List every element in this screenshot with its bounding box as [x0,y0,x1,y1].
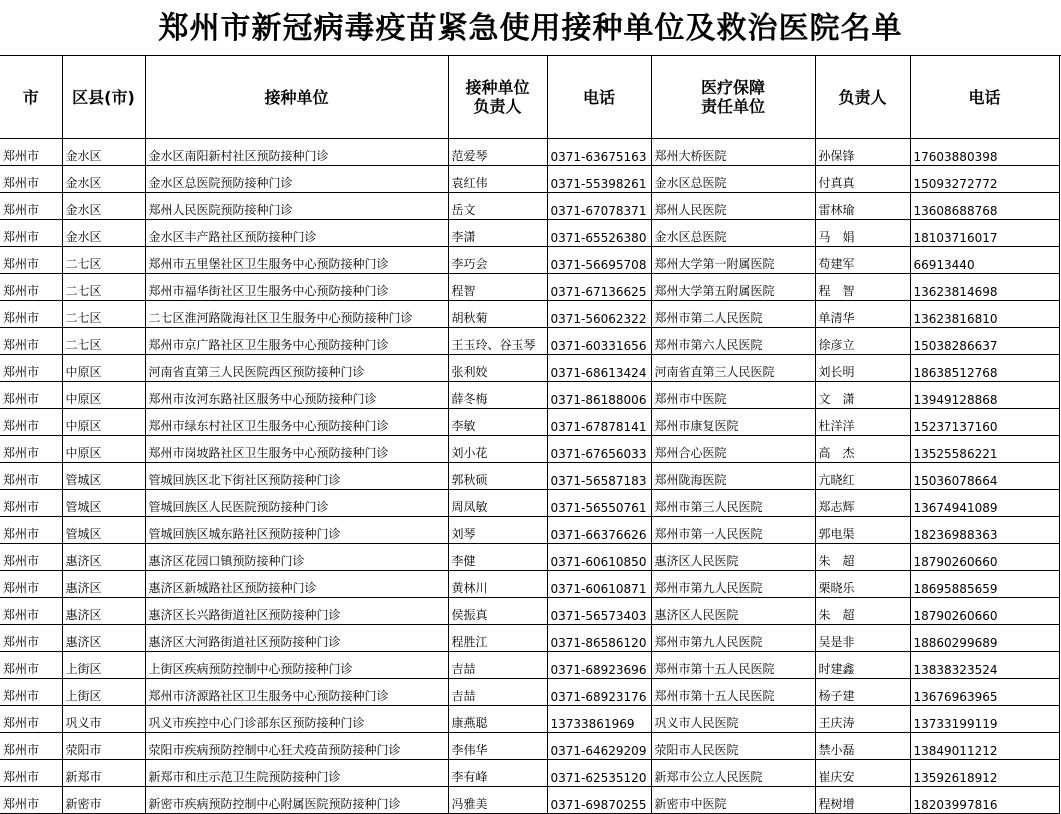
table-cell: 郑州市第九人民医院 [651,571,815,598]
table-cell: 中原区 [62,409,145,436]
table-cell: 袁红伟 [448,166,547,193]
table-cell: 0371-68923176 [547,679,651,706]
table-cell: 0371-64629209 [547,733,651,760]
table-cell: 李潇 [448,220,547,247]
table-cell: 18236988363 [910,517,1059,544]
table-row [0,544,1059,571]
table-cell: 新密市疾病预防控制中心附属医院预防接种门诊 [145,787,448,814]
table-row [0,301,1059,328]
table-cell: 吉喆 [448,679,547,706]
table-cell: 郑州大桥医院 [651,139,815,166]
table-cell: 上街区 [62,679,145,706]
table-cell: 15237137160 [910,409,1059,436]
table-cell: 中原区 [62,436,145,463]
table-cell: 二七区 [62,328,145,355]
table-cell: 金水区总医院 [651,166,815,193]
table-cell: 郑州市 [0,220,62,247]
table-header-row [0,56,1059,139]
table-cell: 二七区淮河路陇海社区卫生服务中心预防接种门诊 [145,301,448,328]
table-cell: 0371-67078371 [547,193,651,220]
table-cell: 0371-67878141 [547,409,651,436]
table-cell: 13608688768 [910,193,1059,220]
table-cell: 管城区 [62,463,145,490]
table-cell: 郑州市第十五人民医院 [651,652,815,679]
table-cell: 二七区 [62,247,145,274]
table-cell: 0371-69870255 [547,787,651,814]
column-header [815,56,910,139]
table-cell: 13674941089 [910,490,1059,517]
table-cell: 河南省直第三人民医院西区预防接种门诊 [145,355,448,382]
table-cell: 0371-56573403 [547,598,651,625]
table-cell: 郑州大学第五附属医院 [651,274,815,301]
table-cell: 郑州市 [0,625,62,652]
table-row [0,436,1059,463]
page-title: 郑州市新冠病毒疫苗紧急使用接种单位及救治医院名单 [0,0,1061,56]
table-cell: 18790260660 [910,598,1059,625]
table-cell: 徐彦立 [815,328,910,355]
table-cell: 吉喆 [448,652,547,679]
table-cell: 金水区 [62,139,145,166]
table-cell: 郑州市 [0,787,62,814]
table-row [0,193,1059,220]
table-cell: 李敏 [448,409,547,436]
table-cell: 李有峰 [448,760,547,787]
table-cell: 金水区丰产路社区预防接种门诊 [145,220,448,247]
table-cell: 管城回族区北下街社区预防接种门诊 [145,463,448,490]
table-cell: 0371-56587183 [547,463,651,490]
table-cell: 0371-60610871 [547,571,651,598]
table-cell: 18638512768 [910,355,1059,382]
table-cell: 0371-86188006 [547,382,651,409]
table-cell: 郑州合心医院 [651,436,815,463]
table-cell: 郑州市第六人民医院 [651,328,815,355]
table-cell: 0371-65526380 [547,220,651,247]
table-cell: 0371-67656033 [547,436,651,463]
table-cell: 0371-62535120 [547,760,651,787]
table-row [0,625,1059,652]
table-cell: 郑州市 [0,544,62,571]
table-cell: 禁小磊 [815,733,910,760]
table-cell: 郑州市 [0,328,62,355]
table-cell: 18790260660 [910,544,1059,571]
table-cell: 惠济区新城路社区预防接种门诊 [145,571,448,598]
table-cell: 吴是非 [815,625,910,652]
table-cell: 范爱琴 [448,139,547,166]
column-header-label: 接种单位 [264,87,329,107]
table-cell: 二七区 [62,301,145,328]
table-cell: 郑州市 [0,706,62,733]
table-cell: 程智 [448,274,547,301]
table-cell: 15038286637 [910,328,1059,355]
table-cell: 郑州陇海医院 [651,463,815,490]
table-cell: 雷林瑜 [815,193,910,220]
table-row [0,247,1059,274]
table-cell: 13676963965 [910,679,1059,706]
column-header [651,56,815,139]
table-row [0,652,1059,679]
table-row [0,463,1059,490]
table-cell: 郑州市 [0,436,62,463]
table-row [0,409,1059,436]
table-cell: 管城回族区人民医院预防接种门诊 [145,490,448,517]
table-cell: 郑州市 [0,355,62,382]
table-cell: 66913440 [910,247,1059,274]
table-cell: 13838323524 [910,652,1059,679]
table-cell: 郑州人民医院 [651,193,815,220]
table-row [0,733,1059,760]
table-cell: 郑州市第二人民医院 [651,301,815,328]
table-row [0,328,1059,355]
table-cell: 郑州市 [0,733,62,760]
column-header-label: 市 [22,87,39,107]
table-cell: 13849011212 [910,733,1059,760]
table-cell: 程胜江 [448,625,547,652]
column-header [547,56,651,139]
table-cell: 0371-55398261 [547,166,651,193]
column-header-label: 区县(市) [72,87,135,107]
table-cell: 郑州市第一人民医院 [651,517,815,544]
table-cell: 郑州市 [0,409,62,436]
table-cell: 郑州市中医院 [651,382,815,409]
table-cell: 18860299689 [910,625,1059,652]
table-row [0,274,1059,301]
vaccination-sites-table [0,55,1060,814]
column-header-label: 电话 [968,87,1001,107]
table-cell: 郑州市 [0,652,62,679]
table-cell: 惠济区 [62,598,145,625]
table-cell: 付真真 [815,166,910,193]
table-cell: 时建鑫 [815,652,910,679]
table-cell: 杜洋洋 [815,409,910,436]
table-cell: 郑州市 [0,760,62,787]
column-header [448,56,547,139]
table-row [0,220,1059,247]
table-cell: 文 潇 [815,382,910,409]
table-cell: 周凤敏 [448,490,547,517]
table-cell: 郑州市京广路社区卫生服务中心预防接种门诊 [145,328,448,355]
column-header [0,56,62,139]
table-cell: 0371-86586120 [547,625,651,652]
table-cell: 侯振真 [448,598,547,625]
table-cell: 管城区 [62,517,145,544]
table-cell: 郑州市 [0,382,62,409]
table-cell: 崔庆安 [815,760,910,787]
table-cell: 巩义市疾控中心门诊部东区预防接种门诊 [145,706,448,733]
table-cell: 二七区 [62,274,145,301]
table-cell: 荥阳市疾病预防控制中心狂犬疫苗预防接种门诊 [145,733,448,760]
table-cell: 郑州市 [0,301,62,328]
table-cell: 惠济区花园口镇预防接种门诊 [145,544,448,571]
table-cell: 王庆涛 [815,706,910,733]
table-cell: 郑州市 [0,247,62,274]
table-cell: 胡秋菊 [448,301,547,328]
table-cell: 17603880398 [910,139,1059,166]
table-cell: 中原区 [62,355,145,382]
table-cell: 金水区总医院 [651,220,815,247]
table-row [0,706,1059,733]
table-row [0,679,1059,706]
table-cell: 郑州市济源路社区卫生服务中心预防接种门诊 [145,679,448,706]
table-cell: 金水区 [62,193,145,220]
table-cell: 惠济区长兴路街道社区预防接种门诊 [145,598,448,625]
table-cell: 新郑市和庄示范卫生院预防接种门诊 [145,760,448,787]
table-cell: 惠济区 [62,544,145,571]
table-cell: 管城区 [62,490,145,517]
table-cell: 13623814698 [910,274,1059,301]
table-cell: 薛冬梅 [448,382,547,409]
table-row [0,760,1059,787]
table-cell: 郑州市岗坡路社区卫生服务中心预防接种门诊 [145,436,448,463]
table-cell: 巩义市人民医院 [651,706,815,733]
table-cell: 李巧会 [448,247,547,274]
table-cell: 河南省直第三人民医院 [651,355,815,382]
table-cell: 0371-56550761 [547,490,651,517]
table-row [0,139,1059,166]
table-cell: 郑州市康复医院 [651,409,815,436]
table-cell: 0371-66376626 [547,517,651,544]
table-cell: 郑州市第十五人民医院 [651,679,815,706]
column-header [910,56,1059,139]
table-cell: 金水区总医院预防接种门诊 [145,166,448,193]
table-row [0,517,1059,544]
column-header-label: 电话 [582,87,615,107]
table-cell: 15093272772 [910,166,1059,193]
column-header-label: 医疗保障 [700,78,765,97]
table-cell: 荥阳市 [62,733,145,760]
table-cell: 郑州市 [0,571,62,598]
table-cell: 13733199119 [910,706,1059,733]
table-cell: 康燕聪 [448,706,547,733]
table-cell: 新郑市 [62,760,145,787]
table-cell: 0371-60331656 [547,328,651,355]
table-cell: 郑州市第三人民医院 [651,490,815,517]
table-cell: 13623816810 [910,301,1059,328]
table-cell: 郭电渠 [815,517,910,544]
table-cell: 李伟华 [448,733,547,760]
table-row [0,490,1059,517]
table-cell: 郑州大学第一附属医院 [651,247,815,274]
table-cell: 0371-56695708 [547,247,651,274]
column-header-label: 责任单位 [700,97,765,116]
column-header-label: 接种单位 [465,78,530,97]
table-cell: 18103716017 [910,220,1059,247]
table-cell: 郭秋硕 [448,463,547,490]
table-cell: 苟建军 [815,247,910,274]
table-cell: 刘长明 [815,355,910,382]
table-cell: 郑州市福华街社区卫生服务中心预防接种门诊 [145,274,448,301]
table-cell: 高 杰 [815,436,910,463]
table-cell: 荥阳市人民医院 [651,733,815,760]
table-cell: 郑州市 [0,517,62,544]
table-cell: 郑州市 [0,463,62,490]
column-header-label: 负责人 [473,97,522,116]
table-cell: 郑州市汝河东路社区服务中心预防接种门诊 [145,382,448,409]
table-cell: 0371-63675163 [547,139,651,166]
table-row [0,382,1059,409]
table-cell: 杨子建 [815,679,910,706]
table-cell: 亢晓红 [815,463,910,490]
table-cell: 管城回族区城东路社区预防接种门诊 [145,517,448,544]
table-cell: 朱 超 [815,544,910,571]
table-cell: 13733861969 [547,706,651,733]
table-row [0,355,1059,382]
table-cell: 郑州市 [0,679,62,706]
table-cell: 刘琴 [448,517,547,544]
table-cell: 孙保锋 [815,139,910,166]
table-cell: 0371-68613424 [547,355,651,382]
table-cell: 上街区 [62,652,145,679]
table-cell: 郑州市绿东村社区卫生服务中心预防接种门诊 [145,409,448,436]
table-cell: 18203997816 [910,787,1059,814]
table-cell: 郑州市第九人民医院 [651,625,815,652]
table-cell: 朱 超 [815,598,910,625]
table-cell: 刘小花 [448,436,547,463]
table-cell: 程 智 [815,274,910,301]
table-cell: 13525586221 [910,436,1059,463]
table-cell: 岳文 [448,193,547,220]
table-cell: 13949128868 [910,382,1059,409]
table-cell: 郑州市 [0,490,62,517]
table-cell: 黄林川 [448,571,547,598]
table-cell: 惠济区人民医院 [651,544,815,571]
table-cell: 0371-68923696 [547,652,651,679]
table-cell: 0371-60610850 [547,544,651,571]
table-cell: 马 娟 [815,220,910,247]
table-row [0,598,1059,625]
table-cell: 金水区南阳新村社区预防接种门诊 [145,139,448,166]
table-cell: 18695885659 [910,571,1059,598]
table-cell: 15036078664 [910,463,1059,490]
table-cell: 程树增 [815,787,910,814]
table-cell: 单清华 [815,301,910,328]
table-cell: 郑州市 [0,274,62,301]
table-cell: 中原区 [62,382,145,409]
table-cell: 郑州市 [0,598,62,625]
table-cell: 惠济区大河路街道社区预防接种门诊 [145,625,448,652]
table-cell: 0371-56062322 [547,301,651,328]
table-cell: 上街区疾病预防控制中心预防接种门诊 [145,652,448,679]
table-cell: 冯雅美 [448,787,547,814]
table-cell: 李健 [448,544,547,571]
table-cell: 郑志辉 [815,490,910,517]
table-cell: 惠济区 [62,625,145,652]
table-cell: 郑州市五里堡社区卫生服务中心预防接种门诊 [145,247,448,274]
table-body [0,139,1059,814]
table-cell: 13592618912 [910,760,1059,787]
table-cell: 郑州市 [0,193,62,220]
table-row [0,166,1059,193]
table-cell: 新密市 [62,787,145,814]
table-cell: 郑州人民医院预防接种门诊 [145,193,448,220]
table-cell: 巩义市 [62,706,145,733]
table-cell: 金水区 [62,166,145,193]
column-header [145,56,448,139]
table-cell: 郑州市 [0,166,62,193]
table-row [0,571,1059,598]
column-header [62,56,145,139]
table-cell: 张利姣 [448,355,547,382]
table-cell: 新密市中医院 [651,787,815,814]
table-cell: 新郑市公立人民医院 [651,760,815,787]
table-cell: 栗晓乐 [815,571,910,598]
table-cell: 金水区 [62,220,145,247]
table-cell: 王玉玲、谷玉琴 [448,328,547,355]
table-cell: 郑州市 [0,139,62,166]
column-header-label: 负责人 [838,87,887,107]
table-cell: 0371-67136625 [547,274,651,301]
table-row [0,787,1059,814]
table-cell: 惠济区 [62,571,145,598]
table-cell: 惠济区人民医院 [651,598,815,625]
